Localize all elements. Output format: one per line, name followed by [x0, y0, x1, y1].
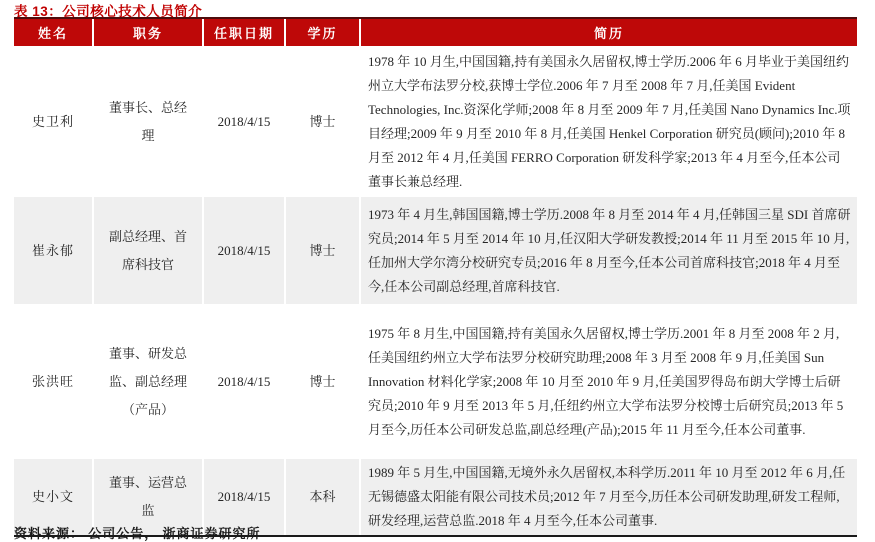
cell-degree: 博士 — [285, 304, 360, 459]
cell-name: 张洪旺 — [31, 373, 74, 389]
cell-position: 董事、运营总监 — [93, 459, 203, 535]
cell-name: 史小文 — [14, 459, 93, 535]
table-row — [14, 197, 857, 304]
cell-name: 史卫利 — [31, 113, 74, 129]
cell-position: 副总经理、首席科技官 — [93, 197, 203, 304]
cell-bio: 1978 年 10 月生,中国国籍,持有美国永久居留权,博士学历.2006 年 6 月毕业于美国纽约州立大学布法罗分校,获博士学位.2006 年 7 月至 2008 年 7 月,任美国 Evident Technologies, Inc.资深化学师;2008 年 8 月至 2009 年 7 月,任美国 Nano Dynamics Inc.项目经理;2009 年 9 月至 2010 年 8 月,任美国 Henkel Corporation 研究员(顾问);2010 年 8 月至 2012 年 4 月,任美国 FERRO Corporation 研发科学家;2013 年 4 月至今,任本公司董事长兼总经理. — [360, 46, 857, 197]
col-header-name: 姓名 — [14, 19, 93, 46]
personnel-table-container — [14, 17, 857, 537]
cell-bio: 1973 年 4 月生,韩国国籍,博士学历.2008 年 8 月至 2014 年 4 月,任韩国三星 SDI 首席研究员;2014 年 5 月至 2014 年 10 月,任汉阳大学研发教授;2014 年 11 月至 2015 年 10 月,任加州大学尔湾分校研究专员;2016 年 8 月至今,任本公司首席科技官;2018 年 4 月至今,任本公司副总经理,首席科技官. — [360, 197, 857, 304]
cell-bio: 1975 年 8 月生,中国国籍,持有美国永久居留权,博士学历.2001 年 8 月至 2008 年 2 月,任美国纽约州立大学布法罗分校研究助理;2008 年 3 月至 2008 年 9 月,任美国 Sun Innovation 材料化学家;2008 年 10 月至 2010 年 9 月,任美国罗得岛布朗大学博士后研究员;2010 年 9 月至 2013 年 5 月,任纽约州立大学布法罗分校博士后研究员;2013 年 5 月至今,历任本公司研发总监,副总经理(产品);2015 年 11 月至今,任本公司董事. — [360, 304, 857, 459]
personnel-table — [14, 19, 857, 535]
cell-position: 董事长、总经理 — [93, 46, 203, 197]
cell-degree: 本科 — [285, 459, 360, 535]
cell-date: 2018/4/15 — [203, 197, 285, 304]
source-note: 资料来源： 公司公告， 浙商证券研究所 — [14, 526, 261, 541]
table-row — [14, 304, 857, 459]
table-row — [14, 46, 857, 197]
table-title: 表 13：公司核心技术人员简介 — [14, 4, 203, 19]
cell-degree: 博士 — [285, 197, 360, 304]
cell-date: 2018/4/15 — [203, 304, 285, 459]
table-header-row — [14, 19, 857, 46]
cell-date: 2018/4/15 — [203, 459, 285, 535]
col-header-position: 职务 — [93, 19, 203, 46]
cell-name: 崔永郁 — [14, 197, 93, 304]
col-header-degree: 学历 — [285, 19, 360, 46]
cell-date: 2018/4/15 — [203, 46, 285, 197]
col-header-bio: 简历 — [360, 19, 857, 46]
cell-position: 董事、研发总监、副总经理（产品） — [93, 304, 203, 459]
cell-bio: 1989 年 5 月生,中国国籍,无境外永久居留权,本科学历.2011 年 10 月至 2012 年 6 月,任无锡德盛太阳能有限公司技术员;2012 年 7 月至今,历任本公司研发助理,研发工程师,研发经理,运营总监.2018 年 4 月至今,任本公司董事. — [360, 459, 857, 535]
cell-degree: 博士 — [285, 46, 360, 197]
col-header-date: 任职日期 — [203, 19, 285, 46]
